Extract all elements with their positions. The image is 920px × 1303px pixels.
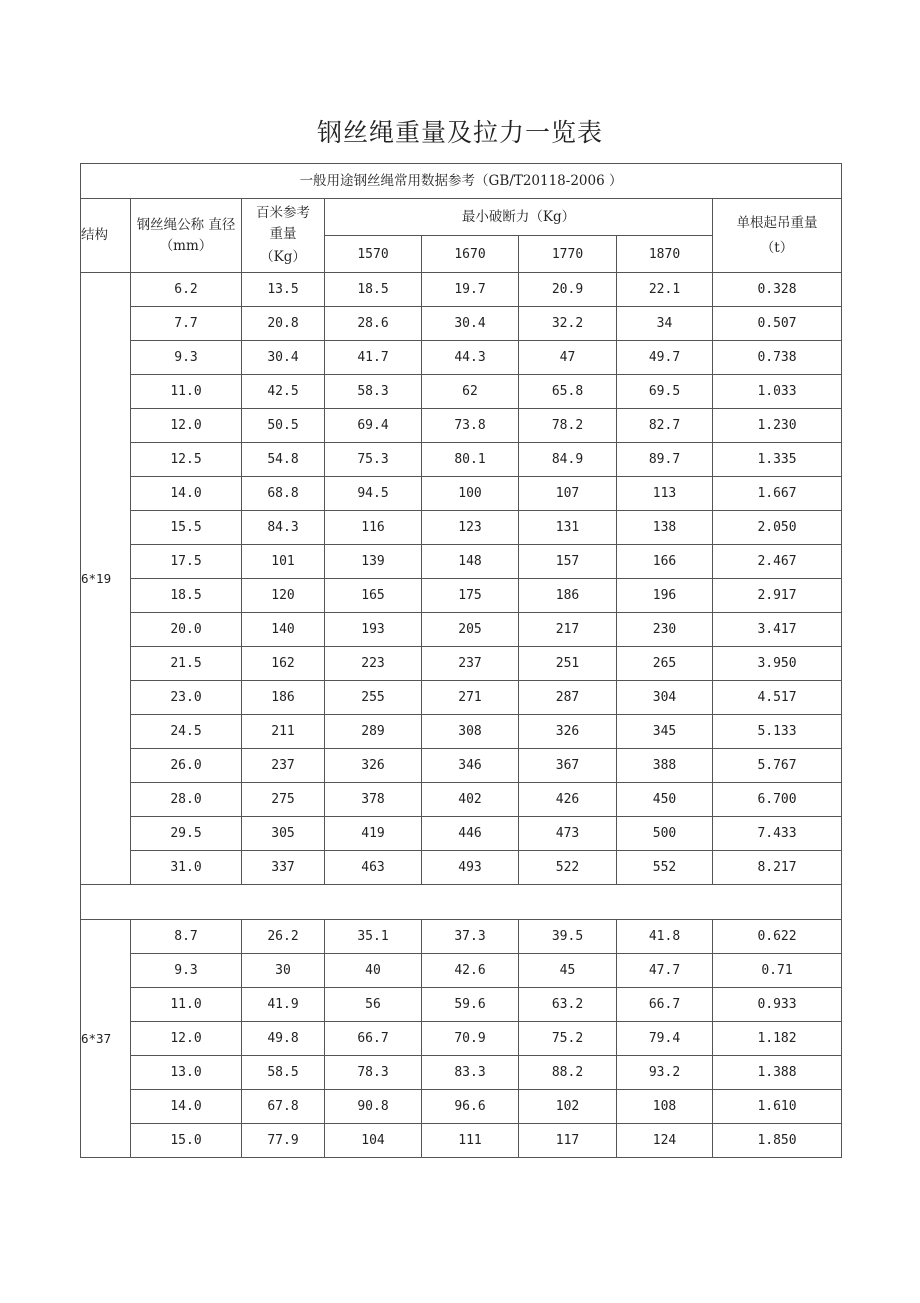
table-cell: 123 <box>422 511 519 545</box>
table-cell: 73.8 <box>422 409 519 443</box>
table-cell: 120 <box>242 579 325 613</box>
table-cell: 493 <box>422 851 519 885</box>
table-cell: 1.610 <box>713 1090 842 1124</box>
table-cell: 304 <box>617 681 713 715</box>
table-cell: 70.9 <box>422 1022 519 1056</box>
table-cell: 66.7 <box>325 1022 422 1056</box>
table-cell: 102 <box>519 1090 617 1124</box>
table-cell: 175 <box>422 579 519 613</box>
table-cell: 552 <box>617 851 713 885</box>
table-cell: 84.9 <box>519 443 617 477</box>
table-cell: 4.517 <box>713 681 842 715</box>
table-cell: 5.767 <box>713 749 842 783</box>
table-cell: 7.7 <box>131 307 242 341</box>
table-row <box>81 579 842 613</box>
table-cell: 1.182 <box>713 1022 842 1056</box>
table-cell: 113 <box>617 477 713 511</box>
table-cell: 47 <box>519 341 617 375</box>
table-cell: 62 <box>422 375 519 409</box>
header-diameter-unit: （mm） <box>159 237 213 254</box>
table-cell: 12.5 <box>131 443 242 477</box>
table-cell: 500 <box>617 817 713 851</box>
table-cell: 20.0 <box>131 613 242 647</box>
table-cell: 80.1 <box>422 443 519 477</box>
table-row <box>81 851 842 885</box>
table-cell: 26.2 <box>242 920 325 954</box>
table-row <box>81 1090 842 1124</box>
table-cell: 230 <box>617 613 713 647</box>
table-cell: 35.1 <box>325 920 422 954</box>
table-cell: 463 <box>325 851 422 885</box>
table-cell: 50.5 <box>242 409 325 443</box>
header-breaking-force: 最小破断力（Kg） <box>325 199 713 236</box>
table-cell: 101 <box>242 545 325 579</box>
header-structure: 结构 <box>81 199 131 273</box>
table-cell: 5.133 <box>713 715 842 749</box>
table-row <box>81 1124 842 1158</box>
table-cell: 0.507 <box>713 307 842 341</box>
table-cell: 367 <box>519 749 617 783</box>
table-cell: 26.0 <box>131 749 242 783</box>
header-weight-line1: 百米参考 <box>256 205 310 221</box>
table-cell: 0.71 <box>713 954 842 988</box>
table-cell: 18.5 <box>131 579 242 613</box>
table-cell: 237 <box>242 749 325 783</box>
structure-cell: 6*37 <box>81 920 131 1158</box>
table-cell: 28.6 <box>325 307 422 341</box>
table-cell: 1.850 <box>713 1124 842 1158</box>
table-cell: 19.7 <box>422 273 519 307</box>
table-cell: 196 <box>617 579 713 613</box>
table-cell: 271 <box>422 681 519 715</box>
table-cell: 186 <box>242 681 325 715</box>
table-cell: 63.2 <box>519 988 617 1022</box>
table-cell: 41.8 <box>617 920 713 954</box>
table-cell: 522 <box>519 851 617 885</box>
table-cell: 131 <box>519 511 617 545</box>
table-cell: 30.4 <box>242 341 325 375</box>
table-cell: 251 <box>519 647 617 681</box>
header-grade: 1870 <box>617 236 713 273</box>
table-cell: 345 <box>617 715 713 749</box>
table-cell: 337 <box>242 851 325 885</box>
table-cell: 90.8 <box>325 1090 422 1124</box>
table-row <box>81 1056 842 1090</box>
table-cell: 107 <box>519 477 617 511</box>
table-caption: 一般用途钢丝绳常用数据参考（GB/T20118-2006 ） <box>81 164 842 199</box>
table-cell: 124 <box>617 1124 713 1158</box>
table-cell: 157 <box>519 545 617 579</box>
table-cell: 15.0 <box>131 1124 242 1158</box>
table-cell: 29.5 <box>131 817 242 851</box>
table-cell: 77.9 <box>242 1124 325 1158</box>
table-row <box>81 477 842 511</box>
table-cell: 44.3 <box>422 341 519 375</box>
table-cell: 104 <box>325 1124 422 1158</box>
table-row <box>81 511 842 545</box>
page-title: 钢丝绳重量及拉力一览表 <box>316 118 603 147</box>
table-cell: 31.0 <box>131 851 242 885</box>
header-weight-unit: （Kg） <box>260 249 306 265</box>
table-cell: 108 <box>617 1090 713 1124</box>
table-cell: 11.0 <box>131 375 242 409</box>
table-cell: 96.6 <box>422 1090 519 1124</box>
table-cell: 0.738 <box>713 341 842 375</box>
table-cell: 148 <box>422 545 519 579</box>
table-cell: 8.7 <box>131 920 242 954</box>
wire-rope-table <box>80 163 842 1158</box>
table-cell: 59.6 <box>422 988 519 1022</box>
structure-cell: 6*19 <box>81 273 131 885</box>
table-cell: 23.0 <box>131 681 242 715</box>
header-lift-unit: （t） <box>760 239 794 256</box>
table-row <box>81 783 842 817</box>
table-cell: 1.033 <box>713 375 842 409</box>
table-row <box>81 817 842 851</box>
table-cell: 287 <box>519 681 617 715</box>
table-cell: 88.2 <box>519 1056 617 1090</box>
table-cell: 2.050 <box>713 511 842 545</box>
table-cell: 89.7 <box>617 443 713 477</box>
table-cell: 111 <box>422 1124 519 1158</box>
table-cell: 116 <box>325 511 422 545</box>
table-cell: 205 <box>422 613 519 647</box>
table-cell: 28.0 <box>131 783 242 817</box>
table-cell: 39.5 <box>519 920 617 954</box>
table-cell: 473 <box>519 817 617 851</box>
table-cell: 14.0 <box>131 1090 242 1124</box>
table-cell: 9.3 <box>131 954 242 988</box>
table-cell: 193 <box>325 613 422 647</box>
table-cell: 93.2 <box>617 1056 713 1090</box>
table-cell: 166 <box>617 545 713 579</box>
table-cell: 41.7 <box>325 341 422 375</box>
table-cell: 30 <box>242 954 325 988</box>
table-cell: 49.7 <box>617 341 713 375</box>
table-cell: 0.622 <box>713 920 842 954</box>
table-row <box>81 1022 842 1056</box>
header-grade: 1670 <box>422 236 519 273</box>
table-cell: 0.933 <box>713 988 842 1022</box>
table-cell: 165 <box>325 579 422 613</box>
table-row <box>81 749 842 783</box>
table-cell: 17.5 <box>131 545 242 579</box>
table-cell: 1.230 <box>713 409 842 443</box>
table-cell: 67.8 <box>242 1090 325 1124</box>
table-cell: 6.2 <box>131 273 242 307</box>
table-cell: 2.917 <box>713 579 842 613</box>
table-row <box>81 341 842 375</box>
table-cell: 15.5 <box>131 511 242 545</box>
table-cell: 0.328 <box>713 273 842 307</box>
table-cell: 18.5 <box>325 273 422 307</box>
table-cell: 42.6 <box>422 954 519 988</box>
header-diameter-label: 钢丝绳公称 直径 <box>136 216 236 233</box>
table-cell: 75.3 <box>325 443 422 477</box>
table-row <box>81 443 842 477</box>
table-cell: 6.700 <box>713 783 842 817</box>
table-cell: 24.5 <box>131 715 242 749</box>
table-cell: 378 <box>325 783 422 817</box>
table-row <box>81 409 842 443</box>
table-cell: 94.5 <box>325 477 422 511</box>
table-cell: 14.0 <box>131 477 242 511</box>
table-cell: 289 <box>325 715 422 749</box>
table-row <box>81 613 842 647</box>
header-lift-weight <box>713 199 842 273</box>
table-cell: 78.3 <box>325 1056 422 1090</box>
group-separator <box>81 885 842 920</box>
table-row <box>81 681 842 715</box>
table-cell: 12.0 <box>131 1022 242 1056</box>
table-cell: 82.7 <box>617 409 713 443</box>
table-cell: 117 <box>519 1124 617 1158</box>
table-cell: 419 <box>325 817 422 851</box>
table-cell: 20.9 <box>519 273 617 307</box>
table-cell: 22.1 <box>617 273 713 307</box>
table-row <box>81 954 842 988</box>
table-cell: 49.8 <box>242 1022 325 1056</box>
table-row <box>81 647 842 681</box>
table-cell: 1.335 <box>713 443 842 477</box>
table-cell: 450 <box>617 783 713 817</box>
table-cell: 223 <box>325 647 422 681</box>
table-cell: 79.4 <box>617 1022 713 1056</box>
header-grade: 1770 <box>519 236 617 273</box>
table-cell: 3.950 <box>713 647 842 681</box>
table-cell: 20.8 <box>242 307 325 341</box>
table-cell: 346 <box>422 749 519 783</box>
table-cell: 275 <box>242 783 325 817</box>
table-cell: 305 <box>242 817 325 851</box>
table-cell: 426 <box>519 783 617 817</box>
table-cell: 45 <box>519 954 617 988</box>
table-cell: 1.667 <box>713 477 842 511</box>
table-cell: 265 <box>617 647 713 681</box>
table-cell: 66.7 <box>617 988 713 1022</box>
table-cell: 58.3 <box>325 375 422 409</box>
table-cell: 21.5 <box>131 647 242 681</box>
table-cell: 34 <box>617 307 713 341</box>
table-cell: 47.7 <box>617 954 713 988</box>
table-cell: 211 <box>242 715 325 749</box>
table-cell: 388 <box>617 749 713 783</box>
table-cell: 326 <box>519 715 617 749</box>
table-cell: 54.8 <box>242 443 325 477</box>
header-weight <box>242 199 325 273</box>
table-cell: 56 <box>325 988 422 1022</box>
table-row <box>81 545 842 579</box>
table-row <box>81 920 842 954</box>
table-row <box>81 273 842 307</box>
table-cell: 40 <box>325 954 422 988</box>
table-cell: 217 <box>519 613 617 647</box>
table-cell: 32.2 <box>519 307 617 341</box>
table-cell: 84.3 <box>242 511 325 545</box>
table-cell: 162 <box>242 647 325 681</box>
table-cell: 13.0 <box>131 1056 242 1090</box>
table-cell: 12.0 <box>131 409 242 443</box>
table-cell: 65.8 <box>519 375 617 409</box>
table-row <box>81 375 842 409</box>
header-diameter <box>131 199 242 273</box>
table-cell: 11.0 <box>131 988 242 1022</box>
table-cell: 68.8 <box>242 477 325 511</box>
table-cell: 75.2 <box>519 1022 617 1056</box>
table-cell: 3.417 <box>713 613 842 647</box>
table-cell: 41.9 <box>242 988 325 1022</box>
table-row <box>81 715 842 749</box>
table-cell: 237 <box>422 647 519 681</box>
table-cell: 255 <box>325 681 422 715</box>
table-cell: 140 <box>242 613 325 647</box>
table-row <box>81 988 842 1022</box>
header-weight-line2: 重量 <box>269 226 297 242</box>
table-cell: 138 <box>617 511 713 545</box>
table-row <box>81 307 842 341</box>
table-cell: 13.5 <box>242 273 325 307</box>
table-cell: 100 <box>422 477 519 511</box>
table-cell: 186 <box>519 579 617 613</box>
table-cell: 2.467 <box>713 545 842 579</box>
table-cell: 30.4 <box>422 307 519 341</box>
table-cell: 9.3 <box>131 341 242 375</box>
table-cell: 42.5 <box>242 375 325 409</box>
table-cell: 308 <box>422 715 519 749</box>
header-lift-label: 单根起吊重量 <box>736 214 818 231</box>
table-cell: 83.3 <box>422 1056 519 1090</box>
table-cell: 139 <box>325 545 422 579</box>
table-cell: 37.3 <box>422 920 519 954</box>
table-cell: 69.4 <box>325 409 422 443</box>
table-cell: 8.217 <box>713 851 842 885</box>
table-cell: 58.5 <box>242 1056 325 1090</box>
table-cell: 402 <box>422 783 519 817</box>
table-cell: 1.388 <box>713 1056 842 1090</box>
table-cell: 326 <box>325 749 422 783</box>
table-cell: 78.2 <box>519 409 617 443</box>
table-cell: 69.5 <box>617 375 713 409</box>
header-grade: 1570 <box>325 236 422 273</box>
table-cell: 7.433 <box>713 817 842 851</box>
table-cell: 446 <box>422 817 519 851</box>
